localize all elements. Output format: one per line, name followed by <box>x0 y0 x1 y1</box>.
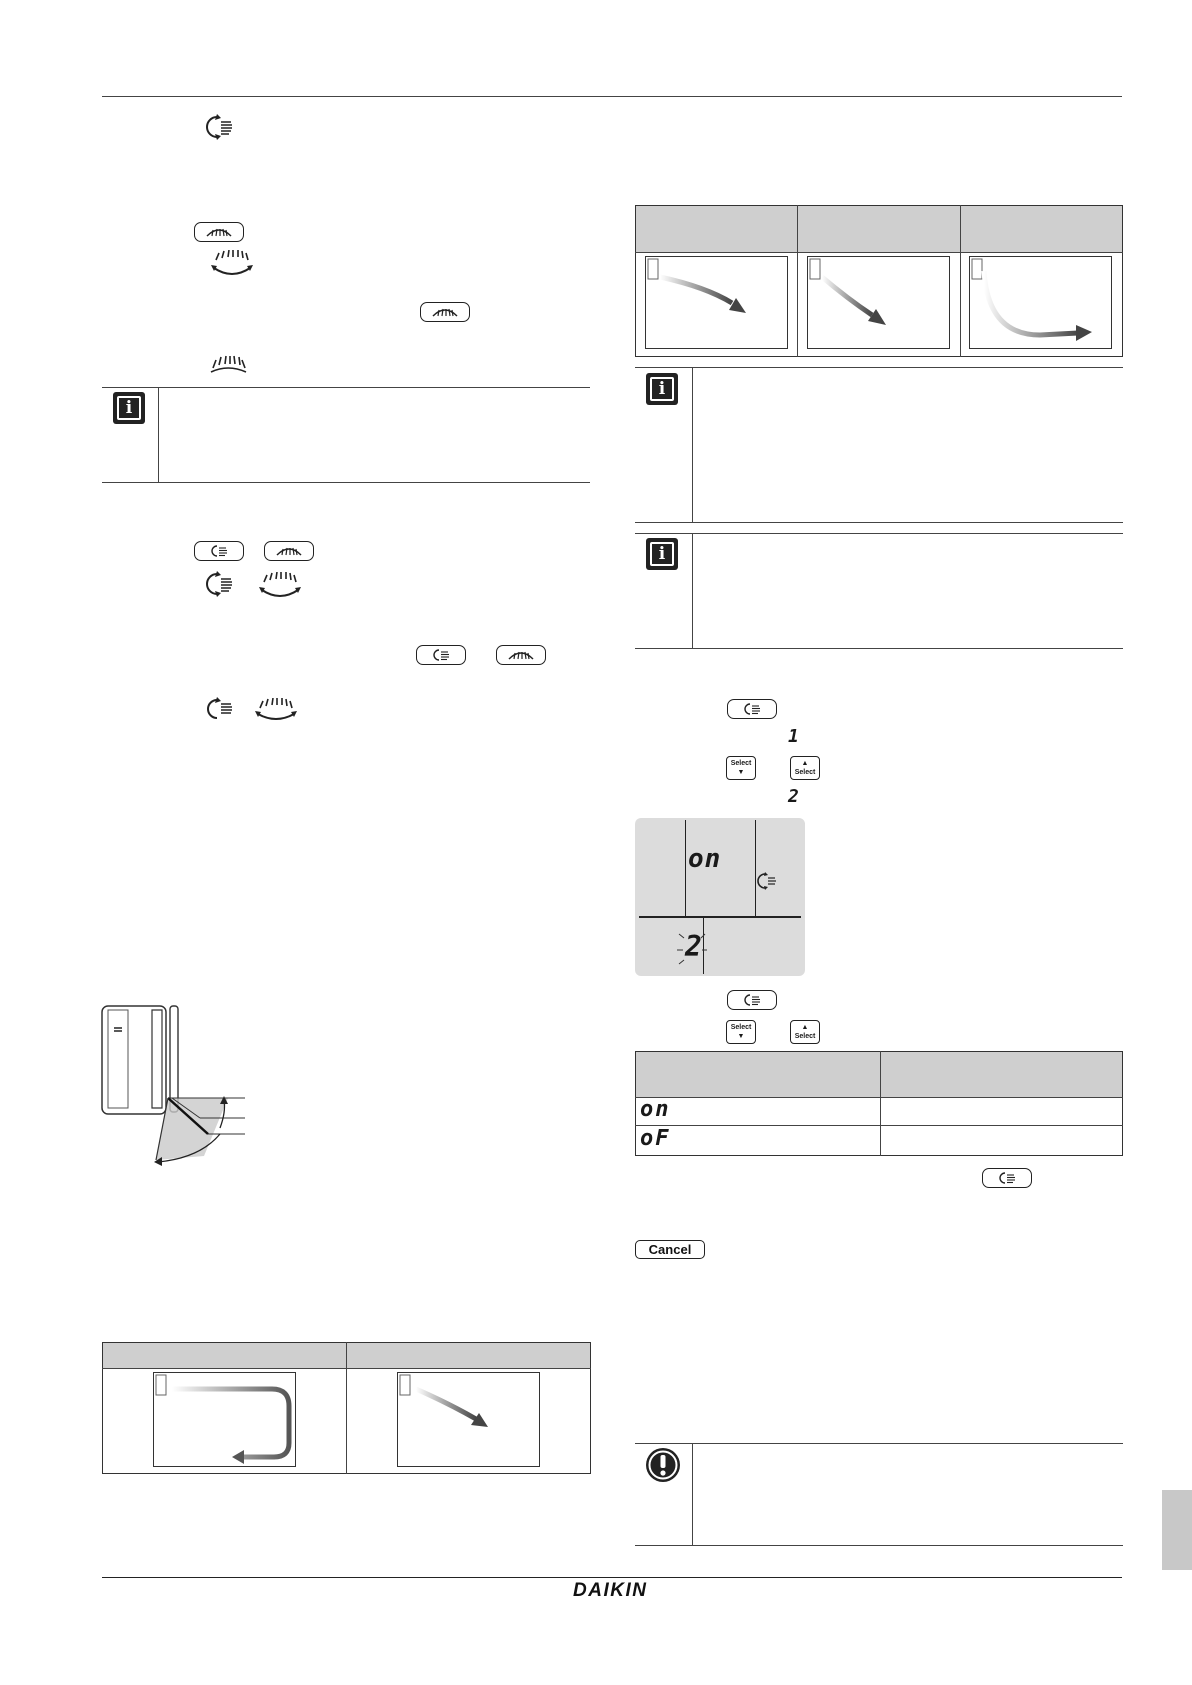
info-icon: i <box>646 538 678 570</box>
setting-table-header-rule <box>635 1097 1123 1098</box>
info-divider-3 <box>692 533 693 648</box>
unit-flap-angle-illustration <box>100 1000 250 1166</box>
vertical-swing-icon <box>205 571 235 597</box>
lcd-divider-left <box>685 820 686 916</box>
setting-off-symbol: oF <box>640 1126 671 1151</box>
select-label: Select <box>794 769 816 776</box>
airflow-table-divider <box>346 1342 347 1474</box>
setting-table-row-rule <box>635 1125 1123 1126</box>
downward-airflow-arrow <box>398 1373 541 1468</box>
vertical-fixed-icon <box>205 697 235 721</box>
info-divider <box>158 387 159 483</box>
vertical-swing-button-2[interactable] <box>416 645 466 665</box>
blink-indicator-icon <box>675 926 709 970</box>
horizontal-swing-icon <box>430 306 460 318</box>
vertical-swing-icon <box>431 648 451 662</box>
vertical-swing-icon <box>757 872 777 890</box>
warning-divider <box>692 1443 693 1545</box>
select-label: Select <box>730 760 752 767</box>
info-rule-top <box>102 387 590 388</box>
info-rule-top-2 <box>635 367 1123 368</box>
airflow-arrow-1 <box>646 257 789 350</box>
airflow-diagram-down <box>397 1372 540 1467</box>
airflow-diagram-circular <box>153 1372 296 1467</box>
select-label: Select <box>794 1033 816 1040</box>
info-rule-bottom-3 <box>635 648 1123 649</box>
airflow-arrow-3 <box>970 257 1113 350</box>
airflow-arrow-2 <box>808 257 951 350</box>
lcd-step-text: 2 <box>685 930 702 963</box>
airflow-options-header-rule <box>635 252 1123 253</box>
select-up-button[interactable] <box>790 756 820 780</box>
horizontal-swing-button-4[interactable] <box>496 645 546 665</box>
info-icon: i <box>113 392 145 424</box>
vertical-swing-button-4[interactable] <box>727 990 777 1010</box>
lcd-divider-horizontal <box>639 916 801 918</box>
select-label: Select <box>730 1024 752 1031</box>
setting-table-divider <box>880 1051 881 1156</box>
vertical-swing-icon <box>997 1171 1017 1185</box>
vertical-swing-icon <box>742 993 762 1007</box>
airflow-options-divider-2 <box>960 205 961 357</box>
up-arrow-icon: ▲ <box>801 1024 809 1031</box>
warning-rule-bottom <box>635 1545 1123 1546</box>
cancel-button[interactable]: Cancel <box>635 1240 705 1259</box>
up-arrow-icon: ▲ <box>801 760 809 767</box>
info-rule-top-3 <box>635 533 1123 534</box>
vertical-swing-icon <box>205 114 235 140</box>
horizontal-swing-icon <box>506 649 536 661</box>
airflow-option-3 <box>969 256 1112 349</box>
horizontal-swing-icon <box>258 572 302 602</box>
horizontal-swing-icon <box>204 226 234 238</box>
vertical-swing-icon <box>209 544 229 558</box>
down-arrow-icon: ▼ <box>737 1033 745 1040</box>
header-rule <box>102 96 1122 97</box>
info-icon: i <box>646 373 678 405</box>
lcd-mode-text: on <box>688 844 722 874</box>
info-rule-bottom <box>102 482 590 483</box>
info-rule-bottom-2 <box>635 522 1123 523</box>
airflow-table-header-rule <box>102 1368 591 1369</box>
horizontal-fixed-icon <box>208 352 248 374</box>
footer-rule <box>102 1577 1122 1578</box>
step-indicator-1: 1 <box>788 726 799 747</box>
info-divider-2 <box>692 367 693 523</box>
horizontal-swing-button-3[interactable] <box>264 541 314 561</box>
select-down-button[interactable] <box>726 756 756 780</box>
step-indicator-2: 2 <box>788 786 799 807</box>
select-up-button-2[interactable] <box>790 1020 820 1044</box>
airflow-option-2 <box>807 256 950 349</box>
airflow-options-divider-1 <box>797 205 798 357</box>
warning-rule-top <box>635 1443 1123 1444</box>
airflow-option-1 <box>645 256 788 349</box>
horizontal-swing-button[interactable] <box>194 222 244 242</box>
select-down-button-2[interactable] <box>726 1020 756 1044</box>
vertical-swing-icon <box>742 702 762 716</box>
warning-exclamation-icon <box>645 1447 681 1483</box>
horizontal-swing-icon <box>254 698 298 722</box>
remote-lcd-display <box>635 818 805 976</box>
vertical-swing-button[interactable] <box>194 541 244 561</box>
vertical-swing-button-5[interactable] <box>982 1168 1032 1188</box>
horizontal-swing-button-2[interactable] <box>420 302 470 322</box>
down-arrow-icon: ▼ <box>737 769 745 776</box>
circular-airflow-arrow <box>154 1373 297 1468</box>
setting-table <box>635 1051 1123 1156</box>
horizontal-swing-icon <box>274 545 304 557</box>
vertical-swing-button-3[interactable] <box>727 699 777 719</box>
lcd-divider-right <box>755 820 756 916</box>
chapter-side-tab <box>1162 1490 1192 1570</box>
daikin-logo: DAIKIN <box>573 1580 648 1601</box>
setting-on-symbol: on <box>640 1097 671 1122</box>
horizontal-swing-icon <box>210 250 254 280</box>
